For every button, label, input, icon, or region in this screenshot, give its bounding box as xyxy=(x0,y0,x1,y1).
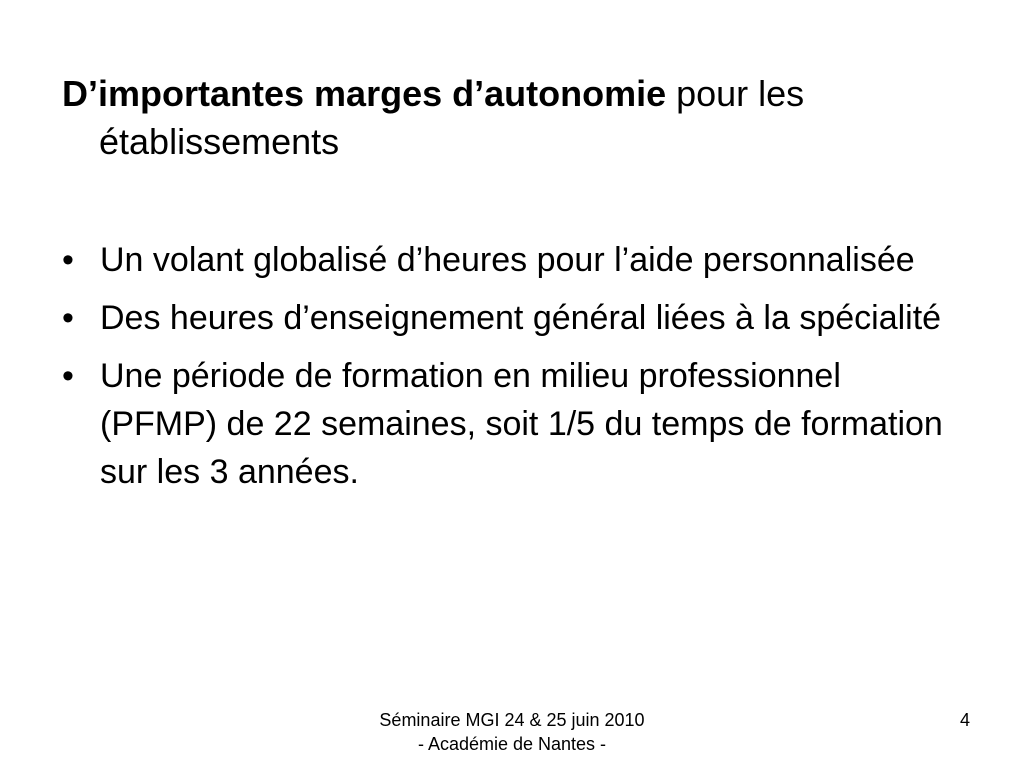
bullet-list xyxy=(62,236,962,506)
page-number: 4 xyxy=(959,710,970,730)
slide-footer xyxy=(312,708,712,756)
bullet-item xyxy=(62,352,962,496)
bullet-dot-icon: • xyxy=(62,299,74,337)
bullet-dot-icon: • xyxy=(62,357,74,395)
heading-rest: pour les établissements xyxy=(99,73,805,162)
bullet-item xyxy=(62,294,962,342)
bullet-item xyxy=(62,236,962,284)
footer-line-2: - Académie de Nantes - xyxy=(417,734,607,754)
heading-emphasis: D’importantes marges d’autonomie xyxy=(62,73,667,114)
slide-heading xyxy=(62,70,999,166)
bullet-dot-icon: • xyxy=(62,241,74,279)
bullet-text: Une période de formation en milieu professionnel (PFMP) de 22 semaines, soit 1/5 du temps de formation sur les 3 années. xyxy=(100,357,943,491)
bullet-text: Des heures d’enseignement général liées à la spécialité xyxy=(100,299,942,337)
bullet-text: Un volant globalisé d’heures pour l’aide personnalisée xyxy=(100,241,915,279)
footer-line-1: Séminaire MGI 24 & 25 juin 2010 xyxy=(379,710,645,730)
